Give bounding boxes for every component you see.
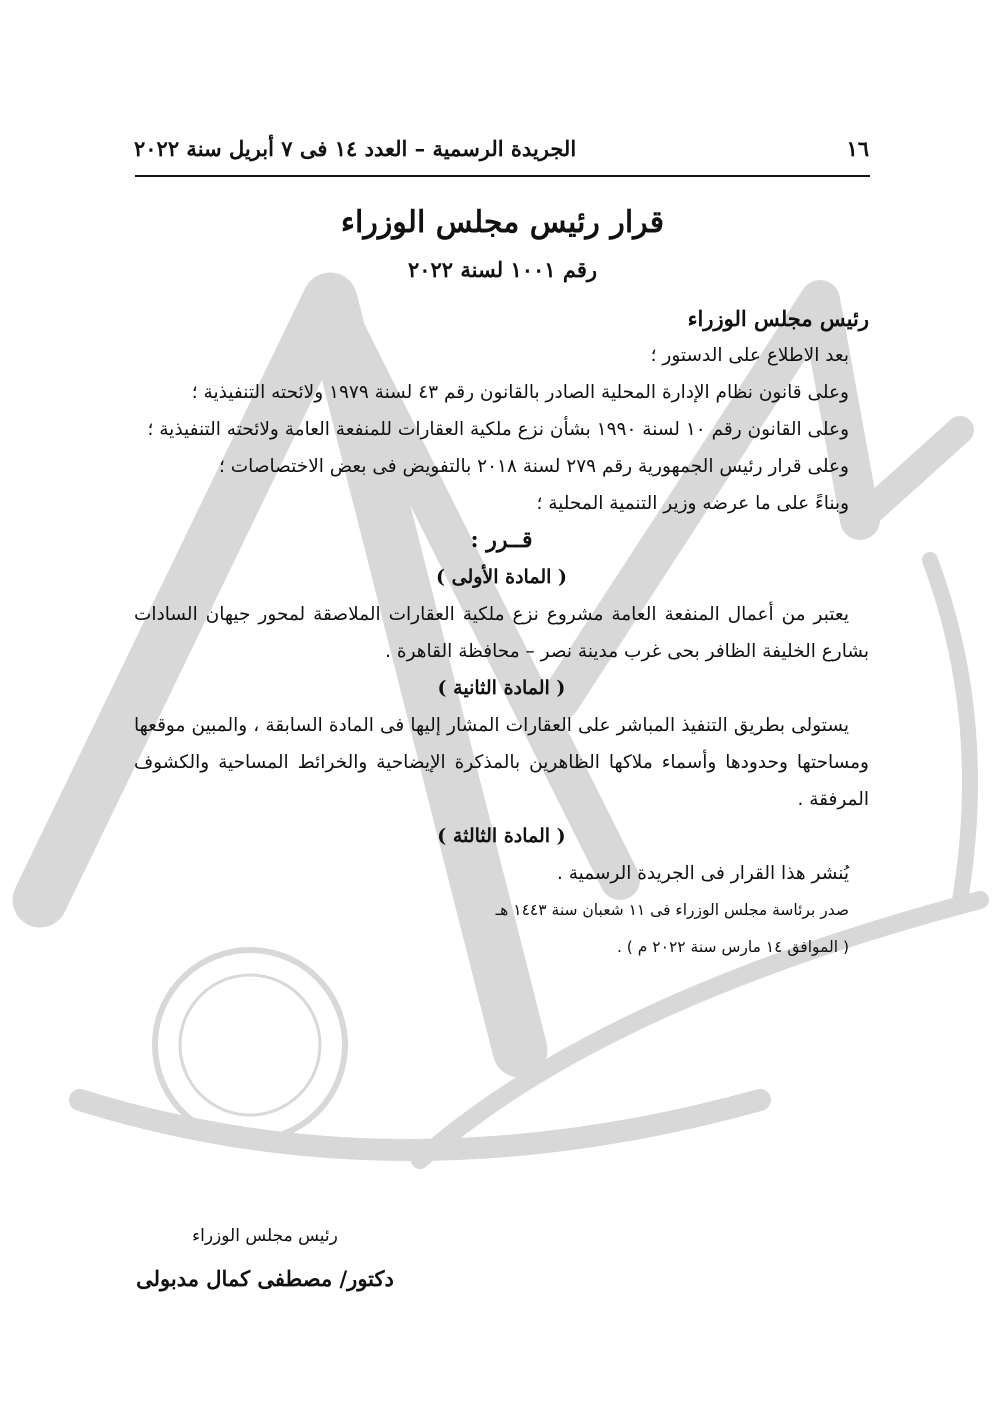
article-2-text: يستولى بطريق التنفيذ المباشر على العقارات المشار إليها فى المادة السابقة ، والمبين موقعها ومساحتها وحدودها وأسماء ملاكها الظاهرين بالمذكرة الإيضاحية والخرائط المساحية والكشوف المرفقة . bbox=[134, 715, 869, 810]
issued-date: صدر برئاسة مجلس الوزراء فى ١١ شعبان سنة ١٤٤٣ هـ bbox=[495, 901, 849, 919]
article-2-heading: ( المادة الثانية ) bbox=[437, 677, 566, 699]
header-divider bbox=[135, 175, 870, 177]
signatory-name: دكتور/ مصطفى كمال مدبولى bbox=[136, 1266, 394, 1291]
preamble-3: وعلى القانون رقم ١٠ لسنة ١٩٩٠ بشأن نزع ملكية العقارات للمنفعة العامة ولائحته التنفيذية ؛ bbox=[147, 419, 849, 440]
preamble-1: بعد الاطلاع على الدستور ؛ bbox=[650, 345, 849, 366]
decree-title: قرار رئيس مجلس الوزراء bbox=[340, 205, 665, 240]
page-header bbox=[134, 128, 869, 168]
decree-number: رقم ١٠٠١ لسنة ٢٠٢٢ bbox=[407, 257, 598, 282]
issuer-heading: رئيس مجلس الوزراء bbox=[687, 306, 869, 331]
signatory-title: رئيس مجلس الوزراء bbox=[192, 1226, 338, 1246]
decision-word: قــرر : bbox=[470, 527, 533, 553]
article-3-text: يُنشر هذا القرار فى الجريدة الرسمية . bbox=[556, 863, 849, 884]
preamble-5: وبناءً على ما عرضه وزير التنمية المحلية ؛ bbox=[536, 493, 849, 514]
preamble-4: وعلى قرار رئيس الجمهورية رقم ٢٧٩ لسنة ٢٠١٨ بالتفويض فى بعض الاختصاصات ؛ bbox=[218, 456, 849, 477]
article-1-heading: ( المادة الأولى ) bbox=[436, 566, 567, 588]
article-1-text: يعتبر من أعمال المنفعة العامة مشروع نزع ملكية العقارات الملاصقة لمحور جيهان السادات بشارع الخليفة الظافر بحى غرب مدينة نصر – محافظة القاهرة . bbox=[134, 604, 869, 662]
page-number: ١٦ bbox=[846, 135, 869, 161]
decree-body bbox=[134, 300, 869, 966]
gazette-issue-title: الجريدة الرسمية – العدد ١٤ فى ٧ أبريل سنة ٢٠٢٢ bbox=[134, 135, 577, 161]
corresponding-date: ( الموافق ١٤ مارس سنة ٢٠٢٢ م ) . bbox=[616, 938, 849, 956]
signature-block bbox=[135, 1218, 395, 1304]
article-3-heading: ( المادة الثالثة ) bbox=[437, 825, 566, 847]
preamble-2: وعلى قانون نظام الإدارة المحلية الصادر بالقانون رقم ٤٣ لسنة ١٩٧٩ ولائحته التنفيذية ؛ bbox=[191, 382, 849, 403]
